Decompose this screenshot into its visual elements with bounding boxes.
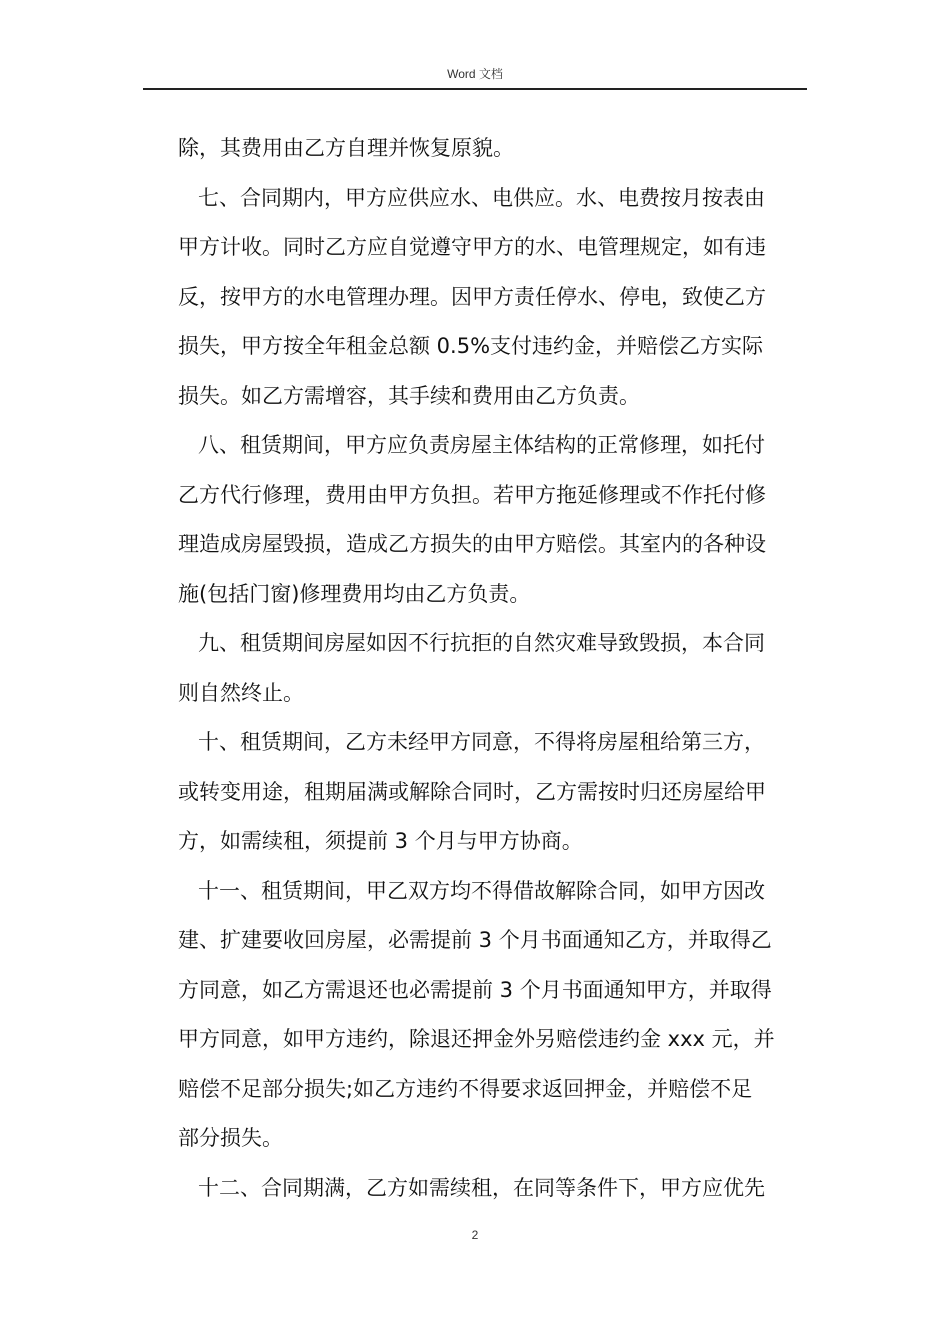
page-header bbox=[143, 64, 807, 90]
text-line: 建、扩建要收回房屋，必需提前 3 个月书面通知乙方，并取得乙 bbox=[178, 928, 772, 952]
text-line: 十一、租赁期间，甲乙双方均不得借故解除合同，如甲方因改 bbox=[198, 878, 765, 903]
page-number: 2 bbox=[471, 1228, 479, 1242]
text-line: 八、租赁期间，甲方应负责房屋主体结构的正常修理，如托付 bbox=[198, 433, 765, 457]
page-footer bbox=[0, 1228, 950, 1242]
text-line: 方同意，如乙方需退还也必需提前 3 个月书面通知甲方，并取得 bbox=[178, 977, 772, 1002]
text-line: 施(包括门窗)修理费用均由乙方负责。 bbox=[178, 581, 531, 606]
text-line: 则自然终止。 bbox=[178, 680, 304, 705]
text-line: 或转变用途，租期届满或解除合同时，乙方需按时归还房屋给甲 bbox=[178, 779, 766, 804]
text-line: 损失。如乙方需增容，其手续和费用由乙方负责。 bbox=[178, 383, 640, 408]
text-line: 甲方计收。同时乙方应自觉遵守甲方的水、电管理规定，如有违 bbox=[178, 235, 766, 259]
text-line: 十二、合同期满，乙方如需续租，在同等条件下，甲方应优先 bbox=[198, 1175, 765, 1200]
document-body bbox=[178, 124, 804, 1213]
text-line: 七、合同期内，甲方应供应水、电供应。水、电费按月按表由 bbox=[198, 185, 765, 210]
text-line: 十、租赁期间，乙方未经甲方同意，不得将房屋租给第三方， bbox=[198, 730, 765, 754]
text-line: 赔偿不足部分损失;如乙方违约不得要求返回押金，并赔偿不足 bbox=[178, 1076, 753, 1101]
text-line: 甲方同意，如甲方违约，除退还押金外另赔偿违约金 xxx 元，并 bbox=[178, 1027, 775, 1051]
text-line: 九、租赁期间房屋如因不行抗拒的自然灾难导致毁损，本合同 bbox=[198, 631, 765, 655]
text-line: 除，其费用由乙方自理并恢复原貌。 bbox=[178, 136, 514, 160]
text-line: 乙方代行修理，费用由甲方负担。若甲方拖延修理或不作托付修 bbox=[178, 482, 766, 507]
text-line: 方，如需续租，须提前 3 个月与甲方协商。 bbox=[178, 829, 583, 853]
text-line: 理造成房屋毁损，造成乙方损失的由甲方赔偿。其室内的各种设 bbox=[178, 532, 766, 556]
text-line: 反，按甲方的水电管理办理。因甲方责任停水、停电，致使乙方 bbox=[178, 284, 766, 309]
text-line: 损失，甲方按全年租金总额 0.5%支付违约金，并赔偿乙方实际 bbox=[178, 334, 764, 358]
header-title: Word 文档 bbox=[447, 67, 503, 81]
text-line: 部分损失。 bbox=[178, 1126, 283, 1150]
